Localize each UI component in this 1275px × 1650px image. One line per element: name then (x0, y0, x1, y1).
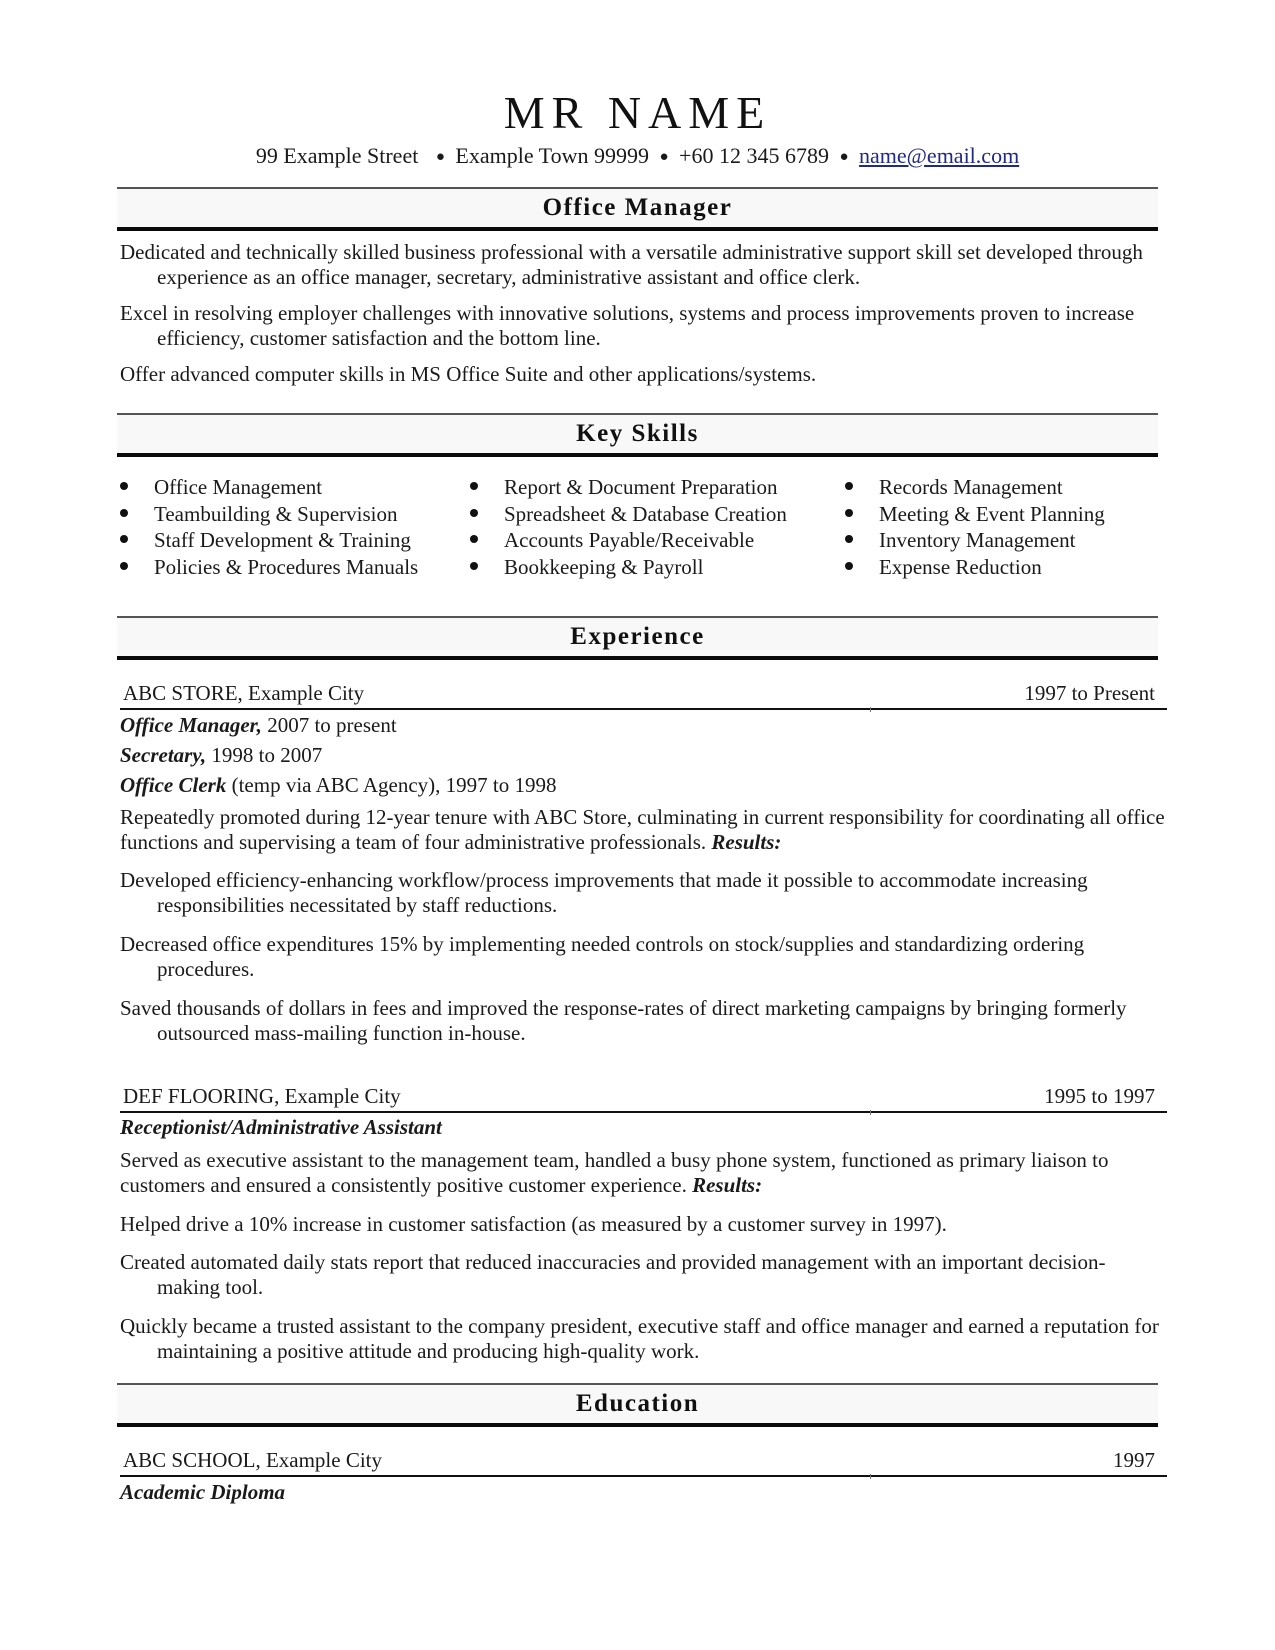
employment-dates: 1997 to Present (1024, 681, 1155, 705)
bullet-icon (120, 535, 128, 543)
job-header (120, 1083, 1167, 1113)
job-role: Secretary, 1998 to 2007 (120, 743, 323, 767)
bullet-icon (470, 562, 478, 570)
job-role: Office Manager, 2007 to present (120, 713, 397, 737)
summary-paragraph: Offer advanced computer skills in MS Office Suite and other applications/systems. (120, 362, 817, 386)
job-result: Developed efficiency-enhancing workflow/process improvements that made it possible to accommodate increasing responsibilities necessitated by staff reductions. (120, 868, 1088, 917)
bullet-icon (470, 482, 478, 490)
resume-page: MR NAME 99 Example Street ● Example Town 99999 ● +60 12 345 6789 ● name@email.com Office Manager Dedicated and technically skilled business professional with a versatile administrative support skill set developed through experience as an office manager, secretary, administrative assistant and office clerk. Excel in resolving employer challenges with innovative solutions, systems and process improvements proven to increase efficiency, customer satisfaction and the bottom line. Offer advanced computer skills in MS Office Suite and other applications/systems. Key Skills Office Management Teambuilding & Supervision Staff Development & Training Policies & Procedures Manuals Report & Document Preparation Spreadsheet & Database Creation Accounts Payable/Receivable Bookkeeping & Payroll Records Management Meeting & Event Planning Inventory Management Expense Reduction Experience ABC STORE, Example City 1997 to Present Office Manager, 2007 to present Secretary, 1998 to 2007 Office Clerk (temp via ABC Agency), 1997 to 1998 Repeatedly promoted during 12-year tenure with ABC Store, culminating in current responsibility for coordinating all office functions and supervising a team of four administrative professionals. Results: Developed efficiency-enhancing workflow/process improvements that made it possible to accommodate increasing responsibilities necessitated by staff reductions. Decreased office expenditures 15% by implementing needed controls on stock/supplies and standardizing ordering procedures. Saved thousands of dollars in fees and improved the response-rates of direct marketing campaigns by bringing formerly outsourced mass-mailing function in-house. DEF FLOORING, Example City 1995 to 1997 Receptionist/Administrative Assistant Served as executive assistant to the management team, handled a busy phone system, functioned as primary liaison to customers and ensured a consistently positive customer experience. Results: Helped drive a 10% increase in customer satisfaction (as measured by a customer survey in 1997). Created automated daily stats report that reduced inaccuracies and provided management with an important decision-making tool. Quickly became a trusted assistant to the company president, executive staff and office manager and earned a reputation for maintaining a positive attitude and producing high-quality work. Education ABC SCHOOL, Example City 1997 Academic Diploma (0, 0, 1275, 1650)
bullet-icon (120, 562, 128, 570)
credential: Academic Diploma (120, 1480, 286, 1504)
section-heading-skills (117, 413, 1158, 457)
job-header (120, 680, 1167, 710)
job-description: Repeatedly promoted during 12-year tenure with ABC Store, culminating in current responsibility for coordinating all office functions and supervising a team of four administrative professionals. Results: (120, 805, 1165, 854)
rule-tick (870, 1110, 871, 1115)
job-result: Helped drive a 10% increase in customer satisfaction (as measured by a customer survey in 1997). (120, 1212, 947, 1236)
bullet-icon (845, 482, 853, 490)
bullet-icon (845, 562, 853, 570)
bullet-icon (470, 509, 478, 517)
job-role: Office Clerk (temp via ABC Agency), 1997 to 1998 (120, 773, 557, 797)
rule-tick (870, 707, 871, 712)
summary-paragraph: Excel in resolving employer challenges with innovative solutions, systems and process improvements proven to increase efficiency, customer satisfaction and the bottom line. (120, 301, 1135, 350)
employer: DEF FLOORING, Example City (123, 1084, 401, 1108)
summary-paragraph: Dedicated and technically skilled business professional with a versatile administrative support skill set developed through experience as an office manager, secretary, administrative assistant and office clerk. (120, 240, 1143, 289)
bullet-icon (845, 535, 853, 543)
bullet-icon (120, 509, 128, 517)
section-title: Experience (570, 623, 705, 650)
section-title: Office Manager (542, 194, 733, 221)
section-title: Education (575, 1390, 700, 1417)
phone: +60 12 345 6789 (679, 143, 829, 168)
bullet-icon (470, 535, 478, 543)
town: Example Town 99999 (455, 143, 649, 168)
rule-tick (870, 1474, 871, 1479)
job-result: Decreased office expenditures 15% by implementing needed controls on stock/supplies and standardizing ordering procedures. (120, 932, 1085, 981)
section-heading-title (117, 187, 1158, 231)
job-result: Saved thousands of dollars in fees and improved the response-rates of direct marketing campaigns by bringing formerly outsourced mass-mailing function in-house. (120, 996, 1127, 1045)
graduation-year: 1997 (1113, 1448, 1155, 1472)
results-label: Results: (692, 1173, 763, 1197)
email-link[interactable]: name@email.com (859, 143, 1020, 168)
bullet-separator-icon: ● (435, 149, 445, 165)
bullet-icon (845, 509, 853, 517)
job-description: Served as executive assistant to the management team, handled a busy phone system, functioned as primary liaison to customers and ensured a consistently positive customer experience. Results: (120, 1148, 1109, 1197)
education-header (120, 1447, 1167, 1477)
candidate-name: MR NAME (503, 87, 772, 138)
bullet-separator-icon: ● (659, 149, 669, 165)
job-role: Receptionist/Administrative Assistant (120, 1115, 442, 1139)
bullet-icon (120, 482, 128, 490)
contact-line (0, 143, 1275, 169)
section-title: Key Skills (576, 420, 699, 447)
job-result: Created automated daily stats report that reduced inaccuracies and provided management with an important decision-making tool. (120, 1250, 1106, 1299)
address: 99 Example Street (255, 143, 419, 168)
bullet-separator-icon: ● (839, 149, 849, 165)
school: ABC SCHOOL, Example City (123, 1448, 383, 1472)
employer: ABC STORE, Example City (123, 681, 365, 705)
results-label: Results: (711, 830, 782, 854)
section-heading-experience (117, 616, 1158, 660)
job-result: Quickly became a trusted assistant to the company president, executive staff and office manager and earned a reputation for maintaining a positive attitude and producing high-quality work. (120, 1314, 1159, 1363)
section-heading-education (117, 1383, 1158, 1427)
employment-dates: 1995 to 1997 (1044, 1084, 1155, 1108)
